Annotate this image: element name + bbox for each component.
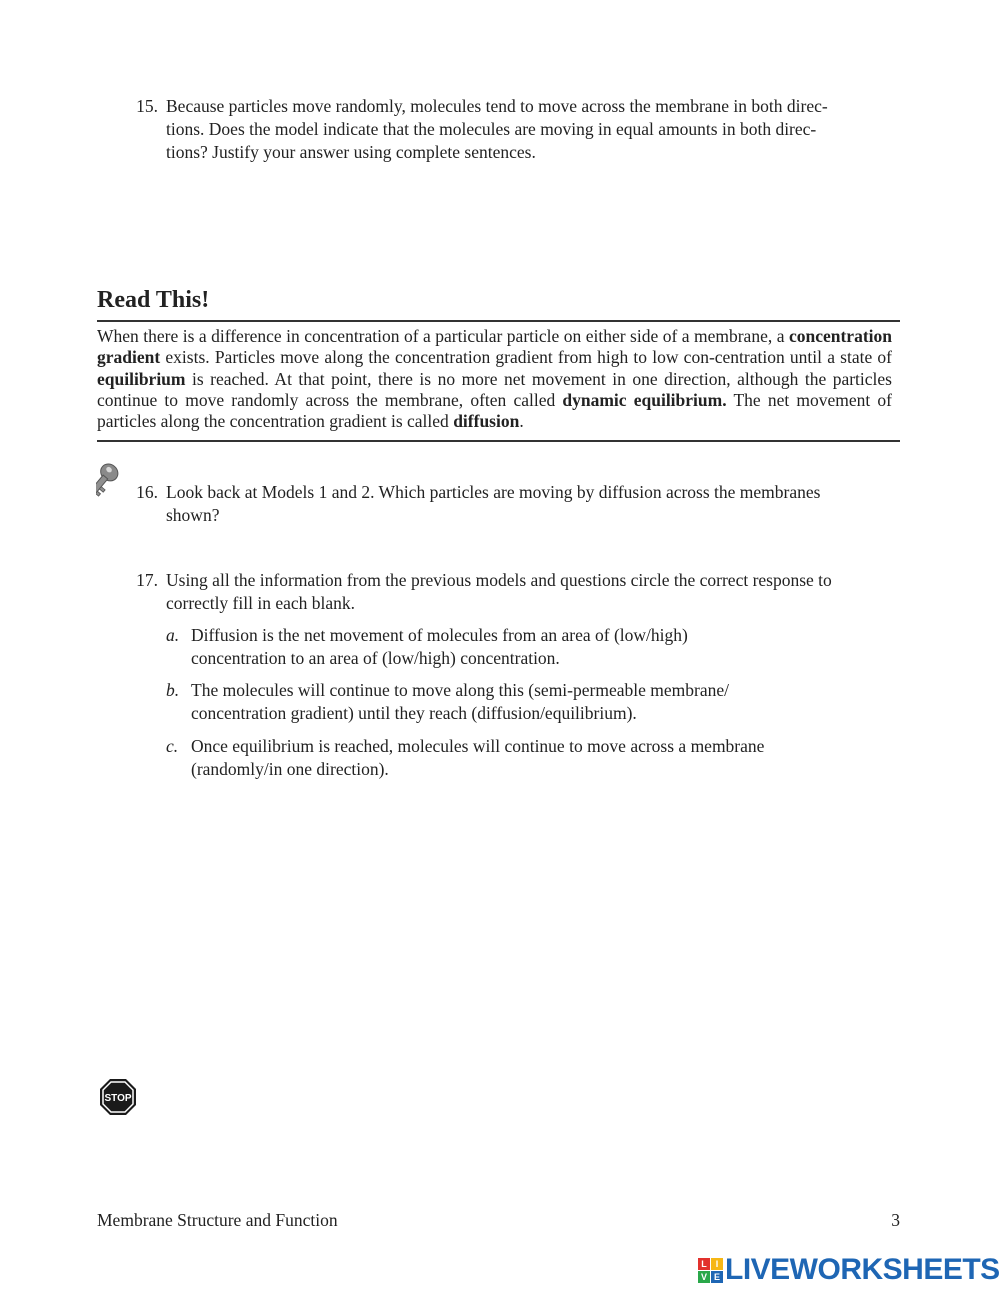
- item-text: Diffusion is the net movement of molecules from an area of (low/high) concentration to an area of (low/high) concentration.: [191, 625, 688, 668]
- item-text: Once equilibrium is reached, molecules will continue to move across a membrane (randomly/in one direction).: [191, 736, 765, 779]
- term-dynamic-equilibrium: dynamic equilibrium.: [562, 389, 727, 410]
- footer-title: Membrane Structure and Function: [97, 1210, 338, 1230]
- logo-block: E: [711, 1271, 723, 1283]
- question-number: 17.: [136, 570, 158, 590]
- question-17c: [166, 735, 906, 783]
- read-this-heading: Read This!: [97, 287, 210, 313]
- question-17b: [166, 679, 906, 727]
- logo-text: LIVEWORKSHEETS: [725, 1253, 1000, 1286]
- top-rule: [97, 320, 900, 322]
- question-number: 15.: [136, 96, 158, 116]
- question-17a: [166, 624, 906, 672]
- question-text: Because particles move randomly, molecules tend to move across the membrane in both direc- tions. Does the model indicate that the molecules are moving in equal amounts in both direc- tions? Justify your answer using complete sentences.: [166, 96, 828, 162]
- logo-block: L: [698, 1258, 710, 1270]
- question-17: [0, 569, 1000, 619]
- item-letter: c.: [166, 736, 179, 756]
- logo-blocks: [698, 1258, 723, 1283]
- question-16: [0, 481, 1000, 531]
- question-15: [0, 95, 1000, 170]
- stop-sign-icon: [99, 1078, 137, 1116]
- question-number: 16.: [136, 482, 158, 502]
- read-this-paragraph: When there is a difference in concentration of a particular particle on either side of a membrane, a concentration gradient exists. Particles move along the concentration gradient from high to low con-centration until a state of equilibrium is reached. At that point, there is no more net movement in one direction, although the particles continue to move randomly across the membrane, often called dynamic equilibrium. The net movement of particles along the concentration gradient is called diffusion.: [97, 326, 892, 432]
- logo-block: V: [698, 1271, 710, 1283]
- logo-block: I: [711, 1258, 723, 1270]
- liveworksheets-logo: [698, 1254, 1000, 1286]
- term-equilibrium: equilibrium: [97, 368, 186, 389]
- stop-label: STOP: [104, 1093, 132, 1104]
- item-letter: b.: [166, 680, 180, 700]
- term-diffusion: diffusion: [453, 411, 520, 432]
- question-text: Look back at Models 1 and 2. Which particles are moving by diffusion across the membranes shown?: [166, 482, 821, 525]
- term-concentration-gradient: concentration gradient: [97, 326, 892, 368]
- page-number: 3: [891, 1210, 900, 1230]
- item-text: The molecules will continue to move along this (semi-permeable membrane/ concentration gradient) until they reach (diffusion/equilibrium).: [191, 680, 729, 723]
- bottom-rule: [97, 440, 900, 442]
- item-letter: a.: [166, 625, 180, 645]
- question-text: Using all the information from the previous models and questions circle the correct response to correctly fill in each blank.: [166, 570, 832, 613]
